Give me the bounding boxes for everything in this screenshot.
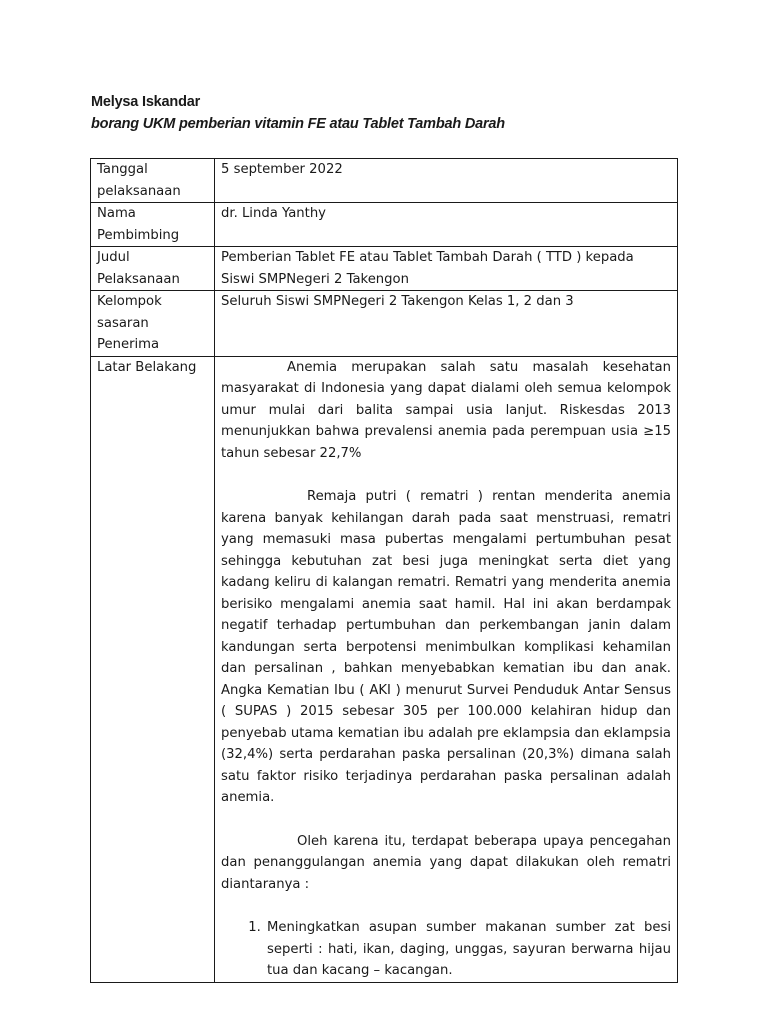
table-row bbox=[91, 291, 678, 357]
form-table bbox=[90, 158, 678, 983]
background-paragraph: Anemia merupakan salah satu masalah kesehatan masyarakat di Indonesia yang dapat dialami oleh semua kelompok umur mulai dari balita sampai usia lanjut. Riskesdas 2013 menunjukkan bahwa prevalensi anemia pada perempuan usia ≥15 tahun sebesar 22,7% bbox=[221, 359, 671, 461]
background-paragraph: Oleh karena itu, terdapat beberapa upaya pencegahan dan penanggulangan anemia yang dapat dilakukan oleh rematri diantaranya : bbox=[221, 833, 671, 892]
list-item: 1. Meningkatkan asupan sumber makanan sumber zat besi seperti : hati, ikan, daging, unggas, sayuran berwarna hijau tua dan kacang – kacangan. bbox=[265, 917, 671, 982]
row-label-activity-title: Judul Pelaksanaan bbox=[91, 247, 215, 291]
row-label-date: Tanggal pelaksanaan bbox=[91, 159, 215, 203]
row-value-date: 5 september 2022 bbox=[215, 159, 678, 203]
table-row bbox=[91, 247, 678, 291]
document-title: borang UKM pemberian vitamin FE atau Tablet Tambah Darah bbox=[91, 116, 505, 132]
row-label-background: Latar Belakang bbox=[91, 356, 215, 982]
table-row bbox=[91, 159, 678, 203]
row-label-target-group: Kelompok sasaran Penerima bbox=[91, 291, 215, 357]
row-label-supervisor: Nama Pembimbing bbox=[91, 203, 215, 247]
background-content bbox=[215, 356, 678, 982]
author-name: Melysa Iskandar bbox=[91, 94, 201, 110]
table-row bbox=[91, 356, 678, 982]
table-row bbox=[91, 203, 678, 247]
prevention-list bbox=[221, 917, 671, 982]
row-value-target-group: Seluruh Siswi SMPNegeri 2 Takengon Kelas 1, 2 dan 3 bbox=[215, 291, 678, 357]
row-value-activity-title: Pemberian Tablet FE atau Tablet Tambah Darah ( TTD ) kepada Siswi SMPNegeri 2 Takengon bbox=[215, 247, 678, 291]
background-paragraph: Remaja putri ( rematri ) rentan menderita anemia karena banyak kehilangan darah pada saat menstruasi, rematri yang memasuki masa pubertas mengalami pertumbuhan pesat sehingga kebutuhan zat besi juga meningkat serta diet yang kadang keliru di kalangan rematri. Rematri yang menderita anemia berisiko mengalami anemia saat hamil. Hal ini akan berdampak negatif terhadap pertumbuhan dan perkembangan janin dalam kandungan serta berpotensi menimbulkan komplikasi kehamilan dan persalinan , bahkan menyebabkan kematian ibu dan anak. Angka Kematian Ibu ( AKI ) menurut Survei Penduduk Antar Sensus ( SUPAS ) 2015 sebesar 305 per 100.000 kelahiran hidup dan penyebab utama kematian ibu adalah pre eklampsia dan eklampsia (32,4%) serta perdarahan paska persalinan (20,3%) dimana salah satu faktor risiko terjadinya perdarahan paska persalinan adalah anemia. bbox=[221, 489, 671, 805]
row-value-supervisor: dr. Linda Yanthy bbox=[215, 203, 678, 247]
